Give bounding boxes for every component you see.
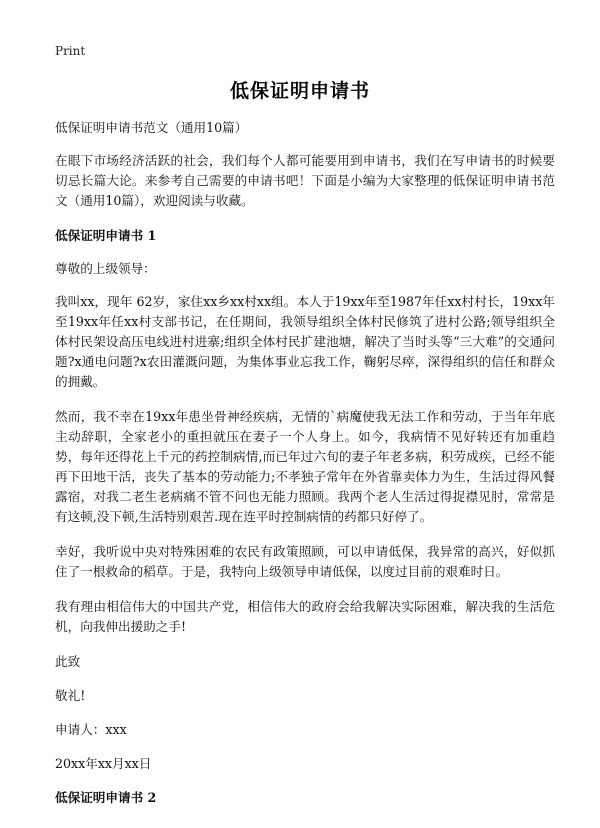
print-label: Print <box>55 44 86 58</box>
salutation: 尊敬的上级领导： <box>55 261 156 276</box>
page-title: 低保证明申请书 <box>229 80 370 102</box>
body-paragraph: 我叫xx，现年 62岁，家住xx乡xx村xx组。本人于19xx年至1987年任xx村村长，19xx年至19xx年任xx村支部书记，在任期间，我领导组织全体村民修筑了进村公路;领导组织全体村民架设高压电线进村进寨;组织全体村民扩建池塘，解决了当时头等“三大难”的交通问题?x通电问题?x农田灌溉问题，为集体事业忘我工作，鞠躬尽瘁，深得组织的信任和群众的拥戴。 <box>55 294 555 389</box>
document-subtitle: 低保证明申请书范文（通用10篇） <box>55 120 248 135</box>
applicant-line: 申请人：xxx <box>55 722 127 737</box>
body-paragraph: 我有理由相信伟大的中国共产党，相信伟大的政府会给我解决实际困难，解决我的生活危机，向我伸出援助之手! <box>55 599 555 634</box>
date-line: 20xx年xx月xx日 <box>55 756 152 771</box>
body-paragraph: 幸好，我听说中央对特殊困难的农民有政策照顾，可以申请低保，我异常的高兴，好似抓住了一根救命的稻草。于是，我特向上级领导申请低保，以度过目前的艰难时日。 <box>55 544 555 579</box>
closing-line: 此致 <box>55 654 81 669</box>
section-heading-2: 低保证明申请书 2 <box>55 790 157 805</box>
section-heading-1: 低保证明申请书 1 <box>55 228 157 243</box>
document-body <box>55 118 555 821</box>
intro-paragraph: 在眼下市场经济活跃的社会，我们每个人都可能要用到申请书，我们在写申请书的时候要切忌长篇大论。来参考自己需要的申请书吧！下面是小编为大家整理的低保证明申请书范文（通用10篇），欢迎阅读与收藏。 <box>55 153 555 208</box>
body-paragraph: 然而，我不幸在19xx年患坐骨神经疾病，无情的`病魔使我无法工作和劳动，于当年年底主动辞职，全家老小的重担就压在妻子一个人身上。如今，我病情不见好转还有加重趋势，每年还得花上千元的药控制病情,而已年过六旬的妻子年老多病，积劳成疾，已经不能再下田地干活，丧失了基本的劳动能力;不孝独子常年在外省靠卖体力为生，生活过得风餐露宿，对我二老生老病痛不管不问也无能力照顾。我两个老人生活过得捉襟见肘，常常是有这顿,没下顿,生活特别艰苦.现在连平时控制病情的药都只好停了。 <box>55 409 555 524</box>
closing-salute: 敬礼! <box>55 688 86 703</box>
